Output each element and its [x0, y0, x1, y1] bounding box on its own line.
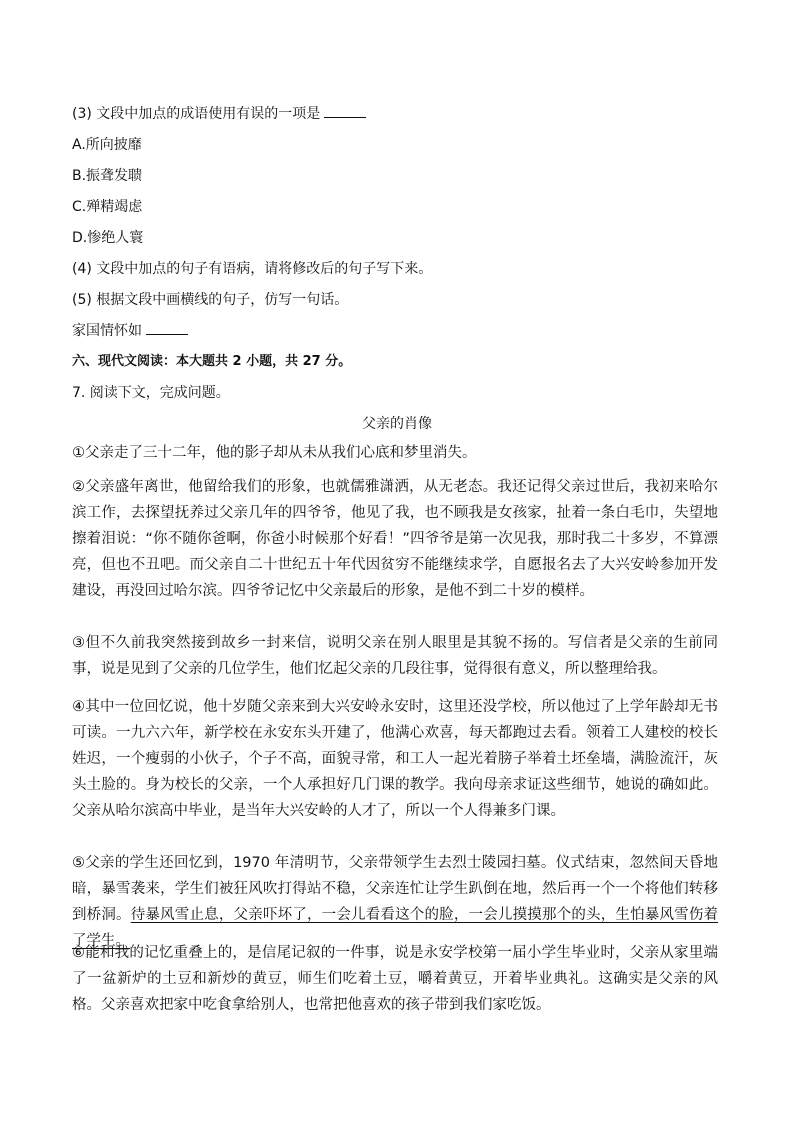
question-4: (4) 文段中加点的句子有语病，请将修改后的句子写下来。 [72, 261, 433, 277]
option-c: C.殚精竭虑 [72, 199, 143, 215]
paragraph-3: ③但不久前我突然接到故乡一封来信，说明父亲在别人眼里是其貌不扬的。写信者是父亲的生前同事，说是见到了父亲的几位学生，他们忆起父亲的几段往事，觉得很有意义，所以整理给我。 [72, 635, 718, 677]
fill-in-prompt [72, 321, 188, 341]
paragraph-2: ②父亲盛年离世，他留给我们的形象，也就儒雅潇洒，从无老态。我还记得父亲过世后，我初来哈尔滨工作，去探望抚养过父亲几年的四爷爷，他见了我，也不顾我是女孩家，扯着一条白毛巾，失望地擦着泪说：“你不随你爸啊，你爸小时候那个好看！”四爷爷是第一次见我，那时我二十多岁，不算漂亮，但也不丑吧。而父亲自二十世纪五十年代因贫穷不能继续求学，自愿报名去了大兴安岭参加开发建设，再没回过哈尔滨。四爷爷记忆中父亲最后的形象，是他不到二十岁的模样。 [72, 479, 718, 599]
section-heading-body: 本大题共 2 小题，共 27 分。 [176, 354, 352, 369]
section-heading-prefix: 六、现代文阅读： [72, 354, 177, 369]
question-3-text: (3) 文段中加点的成语使用有误的一项是 [72, 106, 321, 122]
fill-in-text: 家国情怀如 [72, 323, 142, 339]
option-b: B.振聋发聩 [72, 168, 143, 184]
paragraph-4: ④其中一位回忆说，他十岁随父亲来到大兴安岭永安时，这里还没学校，所以他过了上学年龄却无书可读。一九六六年，新学校在永安东头开建了，他满心欢喜，每天都跑过去看。领着工人建校的校长姓迟，一个瘦弱的小伙子，个子不高，面貌寻常，和工人一起光着膀子举着土坯垒墙，满脸流汗，灰头土脸的。身为校长的父亲，一个人承担好几门课的教学。我向母亲求证这些细节，她说的确如此。父亲从哈尔滨高中毕业，是当年大兴安岭的人才了，所以一个人得兼多门课。 [72, 699, 718, 819]
question-3 [72, 104, 366, 124]
article-title: 父亲的肖像 [362, 416, 432, 432]
question-7: 7. 阅读下文，完成问题。 [72, 385, 230, 401]
section-heading [72, 352, 351, 372]
question-5: (5) 根据文段中画横线的句子，仿写一句话。 [72, 292, 349, 308]
answer-blank [324, 105, 366, 118]
option-d: D.惨绝人寰 [72, 230, 144, 246]
answer-blank [146, 322, 188, 335]
underlined-sentence: 待暴风雪止息，父亲吓坏了，一会儿看看这个的脸，一会儿摸摸那个的头，生怕暴风雪伤着了学生。 [72, 907, 719, 949]
option-a: A.所向披靡 [72, 137, 142, 153]
paragraph-6: ⑥能和我的记忆重叠上的，是信尾记叙的一件事，说是永安学校第一届小学生毕业时，父亲从家里端了一盆新炉的土豆和新炒的黄豆，师生们吃着土豆，嚼着黄豆，开着毕业典礼。这确实是父亲的风格。父亲喜欢把家中吃食拿给别人，也常把他喜欢的孩子带到我们家吃饭。 [72, 945, 718, 1013]
paragraph-1: ①父亲走了三十二年，他的影子却从未从我们心底和梦里消失。 [72, 445, 477, 461]
paragraph-5-text: ⑤父亲的学生还回忆到，1970 年清明节，父亲带领学生去烈士陵园扫墓。仪式结束，忽然间天昏地暗，暴雪袭来，学生们被狂风吹打得站不稳，父亲连忙让学生趴倒在地，然后再一个一个将他们转移到桥洞。 [72, 855, 718, 923]
paragraph-5 [72, 850, 718, 954]
